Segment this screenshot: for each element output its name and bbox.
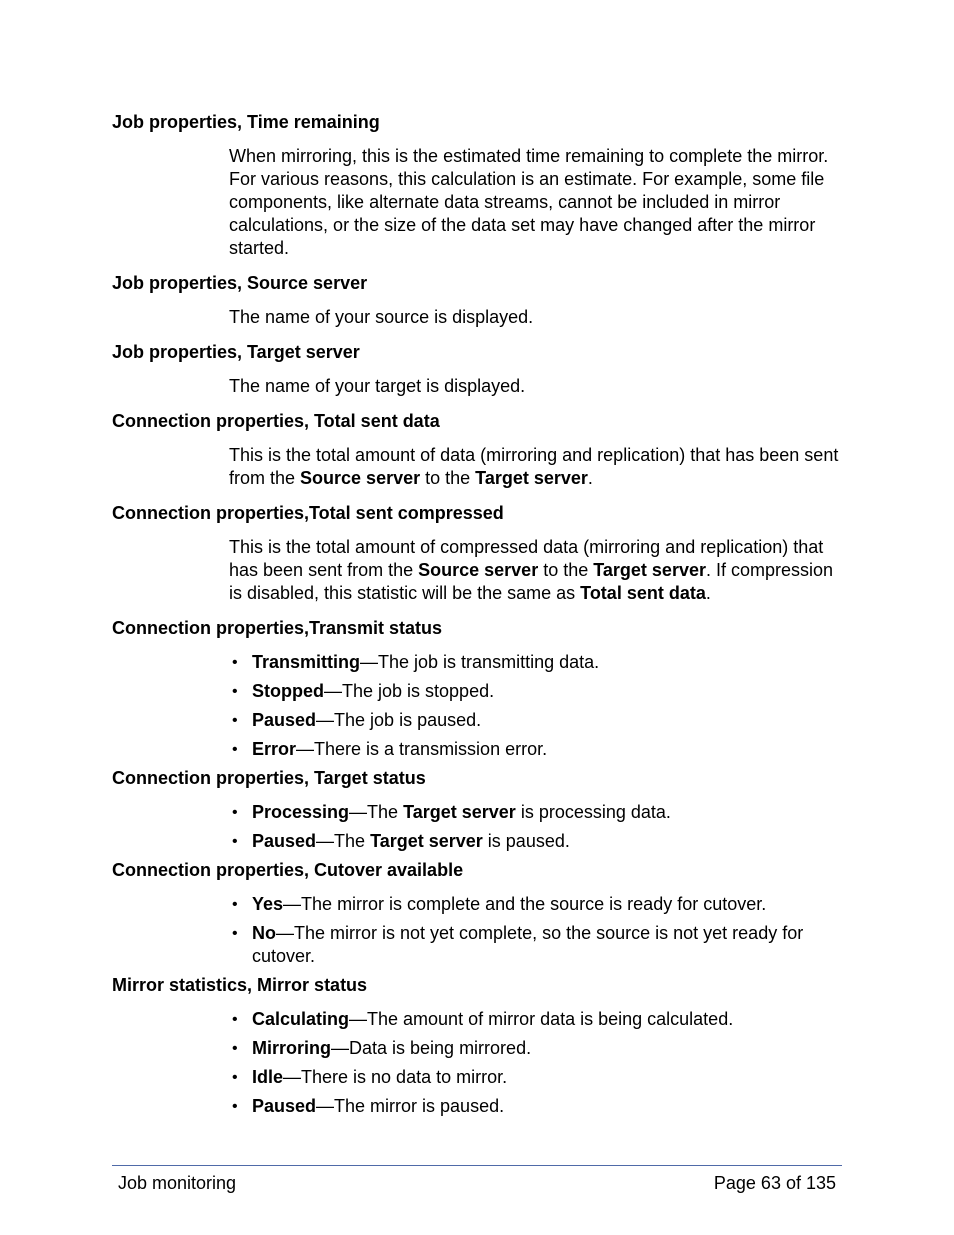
section-heading: Job properties, Time remaining [112,112,380,132]
bullet-icon: • [232,1011,238,1028]
bold-term: Total sent data [580,583,706,603]
bold-term: Calculating [252,1009,350,1029]
text-run: is processing data. [515,802,671,822]
status-list [112,1008,844,1118]
section-heading: Connection properties, Target status [112,768,426,788]
text-run: —The job is transmitting data. [360,652,600,672]
section-description [229,375,844,398]
text-run: —There is no data to mirror. [283,1067,508,1087]
text-run: When mirroring, this is the estimated time remaining to complete the mirror. For various reasons, this calculation is an estimate. For example, some file components, like alternate data streams, cannot be included in mirror calculations, or the size of the data set may have changed after the mirror started. [229,146,829,258]
bullet-icon: • [232,1069,238,1086]
bold-term: Target server [593,560,706,580]
status-list [112,893,844,968]
footer-page-number: Page 63 of 135 [713,1173,836,1193]
section-description [229,444,844,490]
section-description [229,536,844,605]
text-run: This is the total amount of data (mirroring and replication) that has been sent from the [229,445,839,488]
bullet-icon: • [232,925,238,942]
text-run: to the [420,468,476,488]
text-run: The name of your target is displayed. [229,376,526,396]
section-heading: Job properties, Target server [112,342,360,362]
text-run: —The [349,802,404,822]
bullet-icon: • [232,896,238,913]
bold-term: Transmitting [252,652,361,672]
text-run: The name of your source is displayed. [229,307,534,327]
bullet-icon: • [232,741,238,758]
text-run: —The job is stopped. [324,681,495,701]
bold-term: Target server [403,802,516,822]
list-item [232,680,844,703]
document-body [112,111,844,1124]
section-heading: Connection properties, Total sent data [112,411,440,431]
list-item [232,1008,844,1031]
section-heading: Connection properties,Transmit status [112,618,443,638]
bullet-icon: • [232,712,238,729]
bold-term: Target server [370,831,483,851]
section-heading: Connection properties, Cutover available [112,860,464,880]
list-item [232,709,844,732]
list-item [232,1066,844,1089]
list-item [232,1037,844,1060]
bullet-icon: • [232,683,238,700]
bold-term: Idle [252,1067,284,1087]
list-item [232,1095,844,1118]
bold-term: Target server [475,468,588,488]
list-item [232,830,844,853]
text-run: —The [316,831,371,851]
text-run: —The amount of mirror data is being calculated. [349,1009,734,1029]
text-run: to the [538,560,594,580]
bullet-icon: • [232,1040,238,1057]
bullet-icon: • [232,804,238,821]
section-heading: Connection properties,Total sent compressed [112,503,504,523]
text-run: —The mirror is complete and the source is ready for cutover. [283,894,767,914]
list-item [232,801,844,824]
text-run: . [705,583,711,603]
list-item [232,922,844,968]
bold-term: Paused [252,1096,317,1116]
text-run: —The mirror is not yet complete, so the source is not yet ready for cutover. [252,923,804,966]
bullet-icon: • [232,654,238,671]
bold-term: Processing [252,802,350,822]
list-item [232,893,844,916]
list-item [232,738,844,761]
status-list [112,651,844,761]
bold-term: Stopped [252,681,324,701]
bullet-icon: • [232,1098,238,1115]
footer-section-title: Job monitoring [118,1173,237,1193]
bold-term: Paused [252,831,317,851]
list-item [232,651,844,674]
bold-term: Source server [300,468,421,488]
bold-term: Paused [252,710,317,730]
text-run: . If compression is disabled, this statistic will be the same as [229,560,834,603]
footer-divider [112,1165,842,1166]
bold-term: Error [252,739,297,759]
bold-term: Mirroring [252,1038,331,1058]
text-run: —The job is paused. [316,710,482,730]
bullet-icon: • [232,833,238,850]
section-description [229,145,844,260]
text-run: This is the total amount of compressed data (mirroring and replication) that has been sent from the [229,537,824,580]
section-heading: Mirror statistics, Mirror status [112,975,368,995]
status-list [112,801,844,853]
bold-term: Source server [418,560,539,580]
section-description [229,306,844,329]
text-run: —There is a transmission error. [296,739,548,759]
section-heading: Job properties, Source server [112,273,368,293]
text-run: —The mirror is paused. [316,1096,505,1116]
text-run: —Data is being mirrored. [331,1038,532,1058]
text-run: . [587,468,593,488]
bold-term: Yes [252,894,284,914]
text-run: is paused. [482,831,570,851]
bold-term: No [252,923,276,943]
